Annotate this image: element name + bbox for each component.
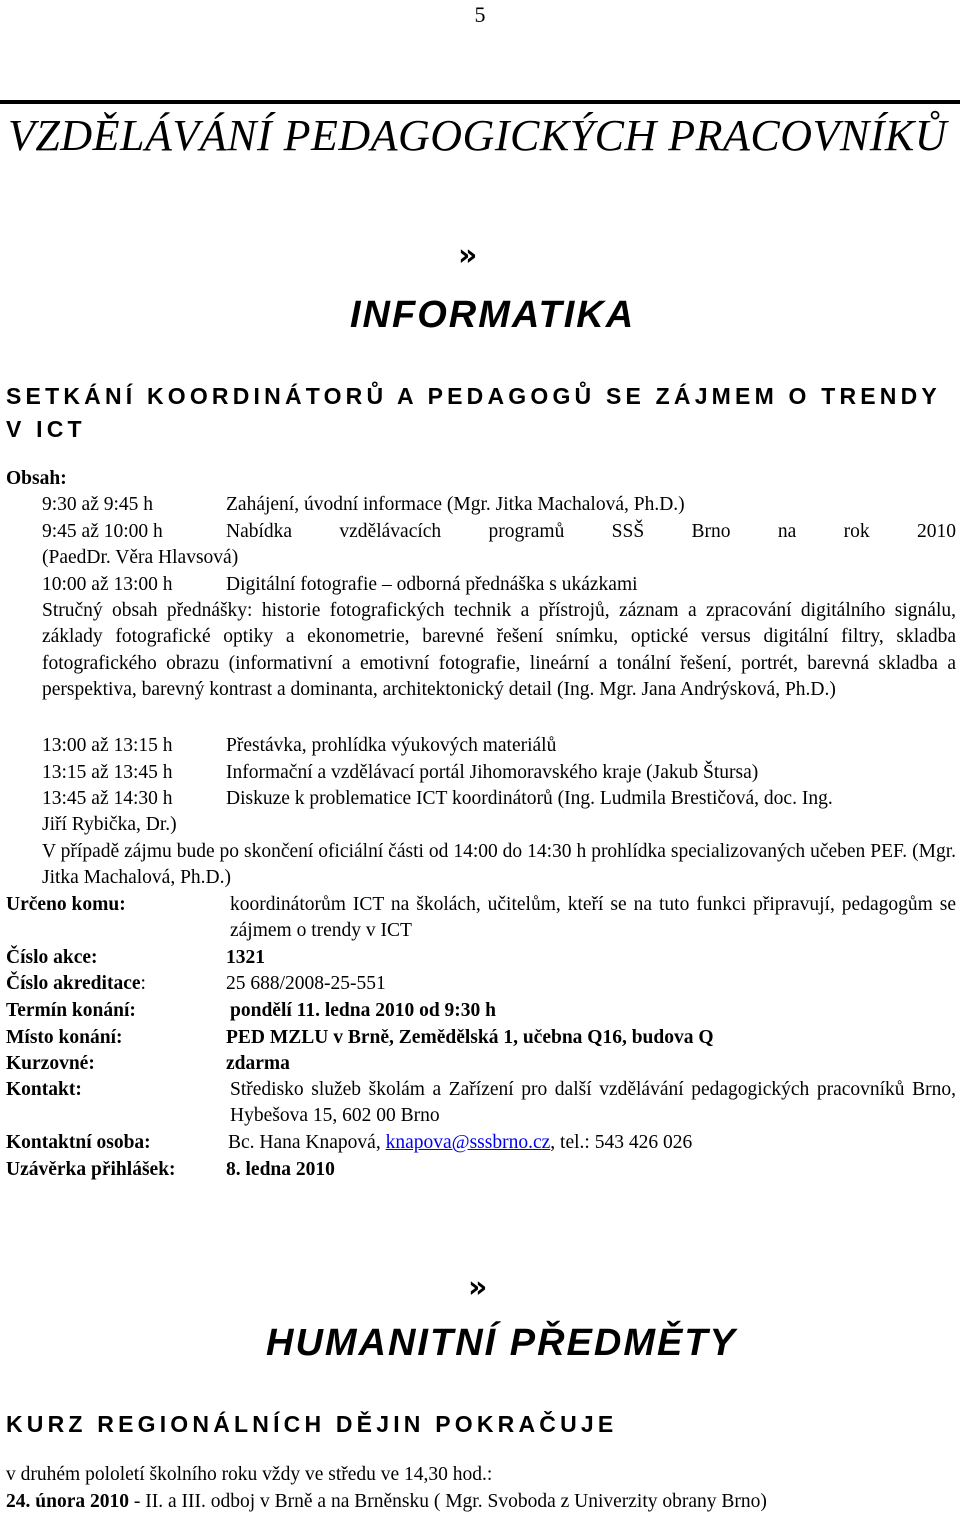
program-text-3: Digitální fotografie – odborná přednáška s ukázkami — [226, 574, 638, 595]
program-time-1: 9:30 až 9:45 h — [42, 494, 154, 515]
program-time-3: 10:00 až 13:00 h — [42, 574, 173, 595]
accreditation-label-text: Číslo akreditace — [6, 973, 141, 994]
program-time-6: 13:45 až 14:30 h — [42, 788, 173, 809]
lecture-summary: Stručný obsah přednášky: historie fotografických technik a přístrojů, záznam a zpracování digitálního signálu, základy fotografické optiky a ekonometrie, barevné řešení snímku, optické versus digitální filtry, skladba fotografického obrazu (informativní a emotivní fotografie, lineární a tonální řešení, portrét, barevná skladba a perspektiva, barevný kontrast a dominanta, architektonický detail (Ing. Mgr. Jana Andrýsková, Ph.D.) — [42, 600, 956, 700]
program-text-6-cont: Jiří Rybička, Dr.) — [42, 814, 177, 835]
contact-person-value — [228, 1130, 692, 1156]
date-value: pondělí 11. ledna 2010 od 9:30 h — [230, 1000, 497, 1021]
event-number-value: 1321 — [226, 947, 265, 968]
obsah-label: Obsah: — [6, 468, 67, 489]
date-label: Termín konání: — [6, 1000, 136, 1021]
contact-phone: , tel.: 543 426 026 — [550, 1132, 693, 1153]
section-title-informatika: INFORMATIKA — [350, 294, 636, 336]
program-time-5: 13:15 až 13:45 h — [42, 762, 173, 783]
accreditation-value: 25 688/2008-25-551 — [226, 973, 386, 994]
section-subtitle-ict: SETKÁNÍ KOORDINÁTORŮ A PEDAGOGŮ SE ZÁJMEM O TRENDY V ICT — [6, 383, 941, 442]
contact-person-label: Kontaktní osoba: — [6, 1132, 151, 1153]
program-text-5: Informační a vzdělávací portál Jihomoravského kraje (Jakub Štursa) — [226, 762, 759, 783]
program-text-1: Zahájení, úvodní informace (Mgr. Jitka Machalová, Ph.D.) — [226, 494, 685, 515]
deadline-label: Uzávěrka přihlášek: — [6, 1159, 176, 1180]
program-text-6: Diskuze k problematice ICT koordinátorů (Ing. Ludmila Brestičová, doc. Ing. — [226, 788, 833, 809]
accreditation-label — [6, 971, 146, 997]
fee-value: zdarma — [226, 1053, 290, 1074]
contact-value: Středisko služeb školám a Zařízení pro další vzdělávání pedagogických pracovníků Brno, Hybešova 15, 602 00 Brno — [230, 1079, 956, 1127]
fee-label: Kurzovné: — [6, 1053, 95, 1074]
section-title-humanitni: HUMANITNÍ PŘEDMĚTY — [266, 1322, 737, 1364]
page-number: 5 — [474, 2, 486, 27]
program-text-4: Přestávka, prohlídka výukových materiálů — [226, 735, 557, 756]
contact-email-link[interactable]: knapova@sssbrno.cz — [385, 1132, 551, 1153]
header-rule — [0, 100, 960, 104]
visit-note: V případě zájmu bude po skončení oficiální části od 14:00 do 14:30 h prohlídka specializovaných učeben PEF. (Mgr. Jitka Machalová, Ph.D.) — [42, 841, 956, 889]
section-subtitle-kurz: KURZ REGIONÁLNÍCH DĚJIN POKRAČUJE — [6, 1411, 618, 1437]
course-lecture-date: 24. února 2010 — [6, 1491, 129, 1512]
event-number-label: Číslo akce: — [6, 947, 98, 968]
chevron-icon: » — [458, 238, 478, 273]
program-time-2: 9:45 až 10:00 h — [42, 521, 163, 542]
program-time-4: 13:00 až 13:15 h — [42, 735, 173, 756]
course-lecture-text: - II. a III. odboj v Brně a na Brněnsku ( Mgr. Svoboda z Univerzity obrany Brno) — [128, 1491, 767, 1512]
chevron-icon: » — [468, 1270, 488, 1305]
target-value: koordinátorům ICT na školách, učitelům, kteří se na tuto funkci připravují, pedagogům se zájmem o trendy v ICT — [230, 894, 956, 942]
course-lecture — [6, 1489, 767, 1515]
contact-person-name: Bc. Hana Knapová, — [228, 1132, 386, 1153]
venue-value: PED MZLU v Brně, Zemědělská 1, učebna Q16, budova Q — [226, 1027, 714, 1048]
venue-label: Místo konání: — [6, 1027, 123, 1048]
course-schedule: v druhém pololetí školního roku vždy ve středu ve 14,30 hod.: — [6, 1464, 493, 1485]
deadline-value: 8. ledna 2010 — [226, 1159, 335, 1180]
program-text-2-cont: (PaedDr. Věra Hlavsová) — [42, 547, 239, 568]
page-title: VZDĚLÁVÁNÍ PEDAGOGICKÝCH PRACOVNÍKŮ — [8, 111, 948, 160]
accreditation-colon: : — [140, 973, 146, 994]
target-label: Určeno komu: — [6, 894, 126, 915]
program-text-2: Nabídka vzdělávacích programů SSŠ Brno na rok 2010 — [226, 521, 956, 542]
contact-label: Kontakt: — [6, 1079, 82, 1100]
